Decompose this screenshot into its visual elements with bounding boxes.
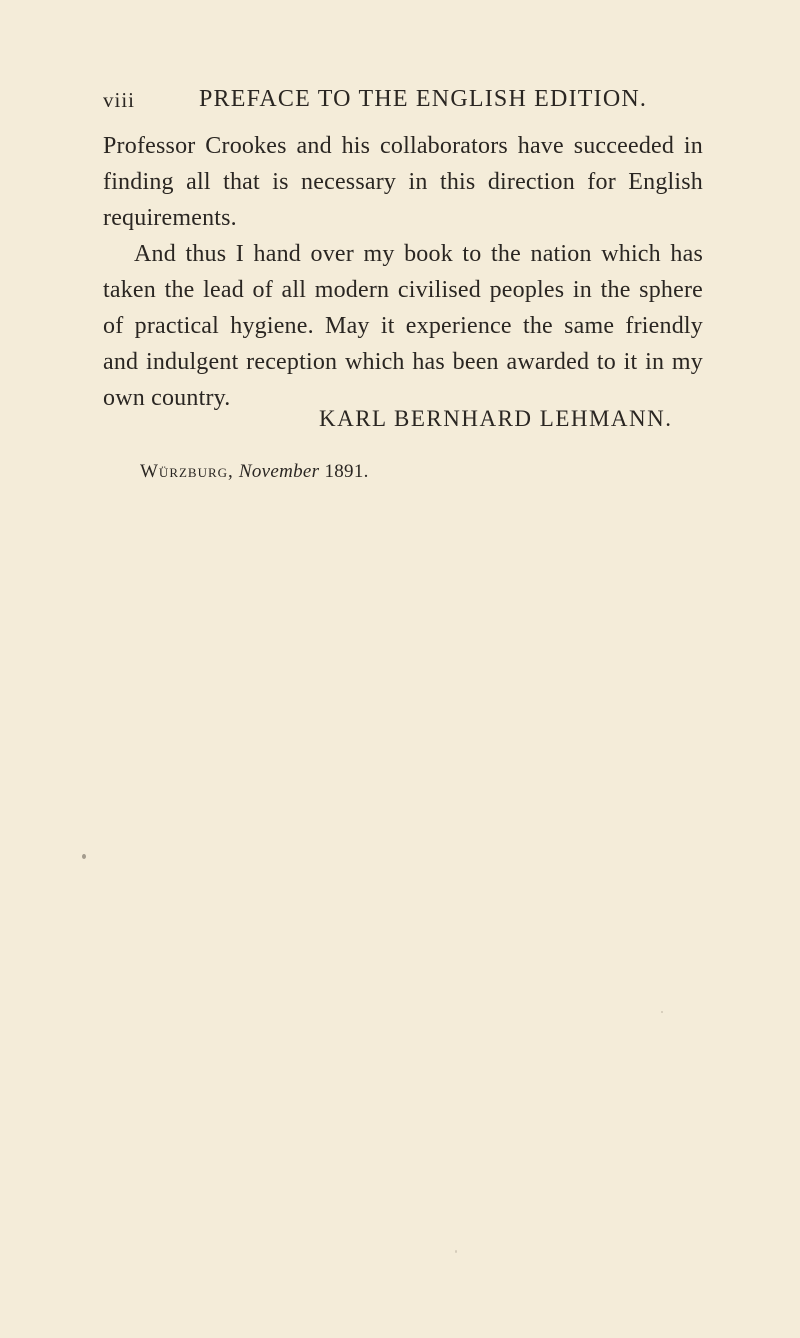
- paper-speck: [661, 1011, 663, 1013]
- dateline: [140, 461, 369, 483]
- dateline-place: Würzburg,: [140, 461, 234, 482]
- paragraph-2: And thus I hand over my book to the nation which has taken the lead of all modern civilised peoples in the sphere of practical hygiene. May it experience the same friendly and indulgent reception which has been awarded to it in my own country.: [103, 241, 703, 411]
- preface-text: [103, 128, 703, 416]
- page-header: [103, 88, 703, 122]
- page-number: viii: [103, 88, 136, 112]
- author-signature: KARL BERNHARD LEHMANN.: [319, 406, 673, 431]
- paragraph-1: Professor Crookes and his collaborators have succeeded in finding all that is necessary in this direction for English requirements.: [103, 133, 703, 231]
- dateline-year: 1891.: [324, 461, 369, 482]
- paper-speck: [82, 854, 86, 859]
- running-title: PREFACE TO THE ENGLISH EDITION.: [199, 86, 648, 112]
- paper-speck: [455, 1250, 457, 1253]
- dateline-month: November: [238, 461, 320, 482]
